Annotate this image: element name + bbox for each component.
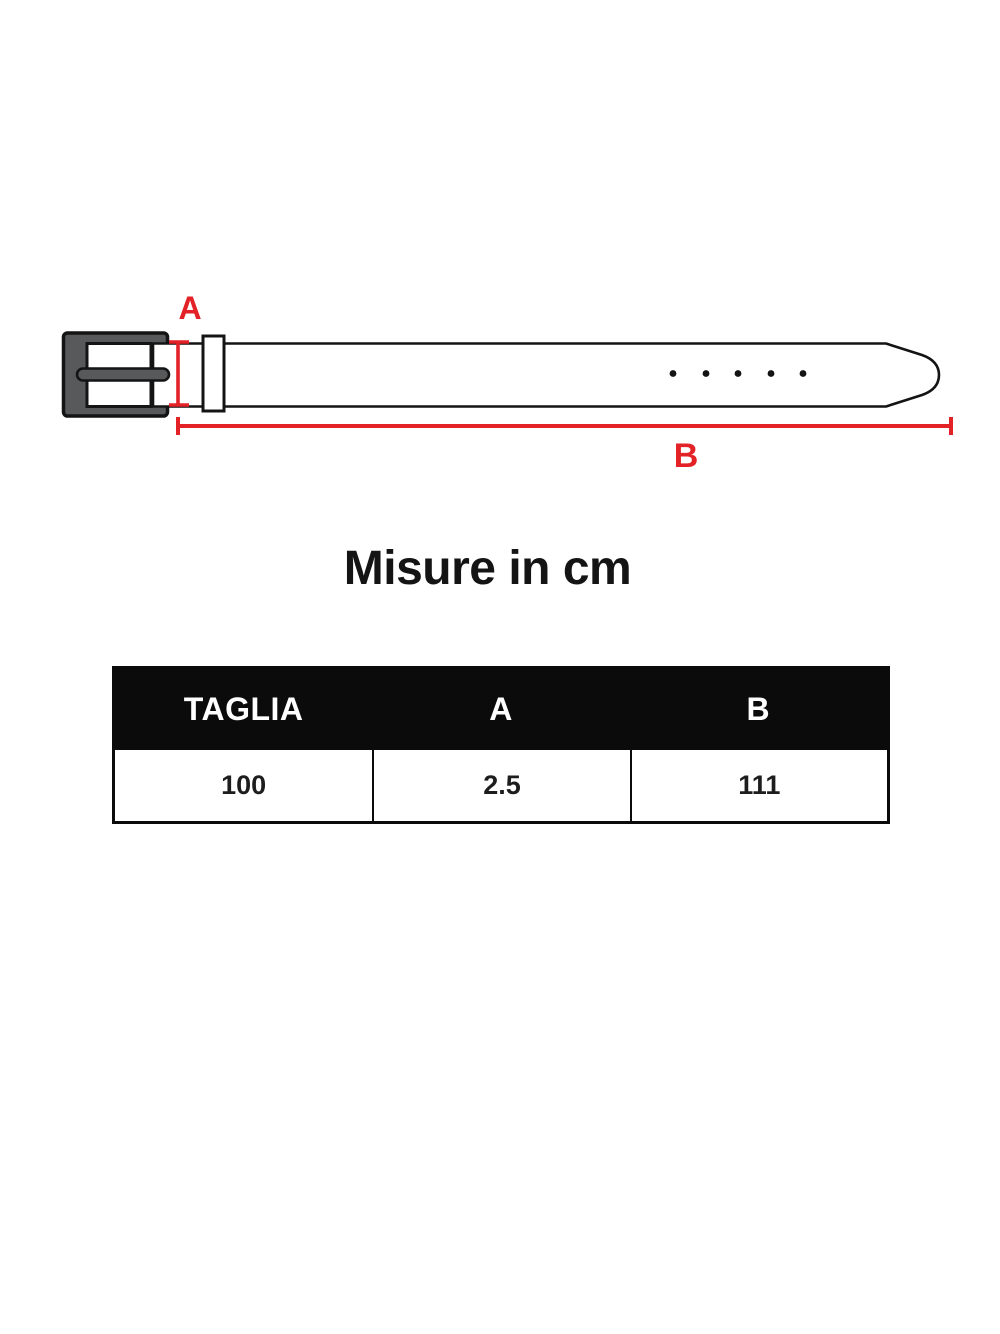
buckle-prong [77,369,169,381]
size-table-header-row [115,669,887,750]
belt-hole [768,370,775,377]
size-cell-b: 111 [630,750,887,821]
width-label-a: A [178,290,202,326]
length-label-b: B [673,437,699,475]
size-table-header-taglia: TAGLIA [183,691,304,727]
belt-size-diagram [0,0,1000,520]
belt-strap [153,344,939,407]
diagram-title: Misure in cm [343,542,632,595]
belt-hole [735,370,742,377]
size-table-header-b: B [746,691,771,727]
size-table-data-row [115,750,887,821]
size-cell-taglia: 100 [221,770,267,800]
size-table [112,666,890,824]
belt-hole [703,370,710,377]
size-table-header-a: A [489,691,513,727]
belt-hole [800,370,807,377]
size-cell-a: 2.5 [372,750,629,821]
belt-keeper [203,336,224,411]
measurement-b-marker [178,417,951,435]
belt-hole [670,370,677,377]
